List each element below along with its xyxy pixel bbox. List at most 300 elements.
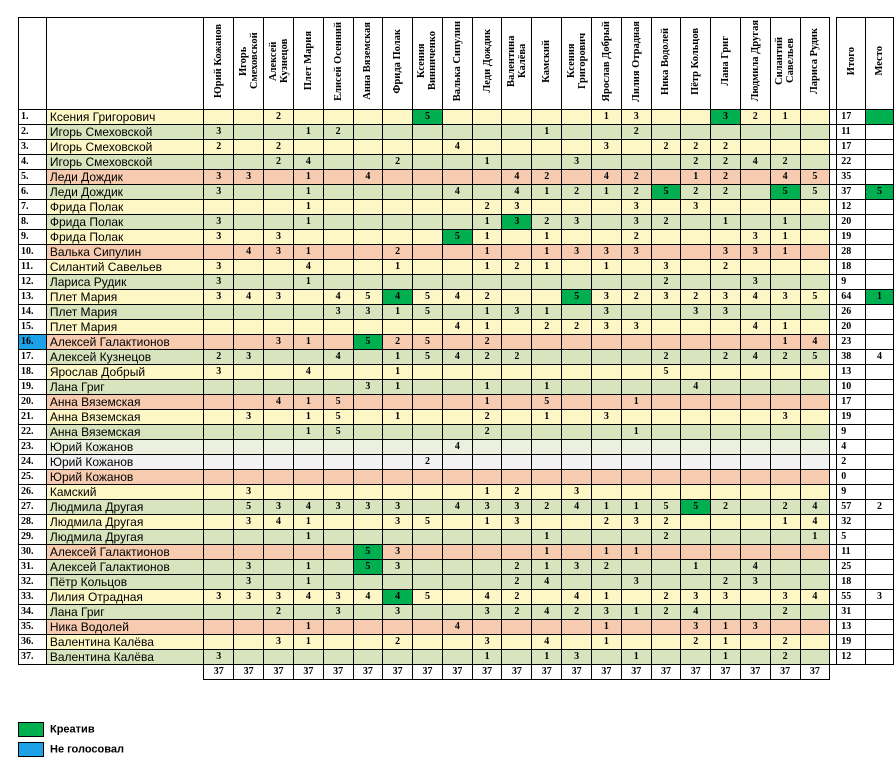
- vote-cell: 2: [592, 515, 622, 530]
- vote-cell: 3: [621, 515, 651, 530]
- vote-cell: [293, 320, 323, 335]
- table-row: [19, 470, 894, 485]
- vote-cell: 1: [621, 605, 651, 620]
- row-total: 64: [837, 290, 866, 305]
- vote-cell: 1: [770, 245, 800, 260]
- vote-cell: 1: [592, 635, 622, 650]
- vote-cell: [264, 620, 294, 635]
- vote-cell: [651, 470, 681, 485]
- vote-cell: 2: [621, 290, 651, 305]
- vote-cell: 5: [651, 185, 681, 200]
- column-header: [681, 18, 711, 110]
- vote-cell: 2: [502, 260, 532, 275]
- vote-cell: [323, 650, 353, 665]
- vote-cell: 2: [502, 590, 532, 605]
- vote-cell: [740, 500, 770, 515]
- row-place: 3: [866, 590, 894, 605]
- vote-cell: 2: [770, 500, 800, 515]
- vote-cell: [264, 425, 294, 440]
- vote-cell: 1: [621, 395, 651, 410]
- vote-cell: 4: [562, 500, 592, 515]
- vote-cell: [651, 650, 681, 665]
- vote-cell: 1: [711, 215, 741, 230]
- vote-cell: [323, 365, 353, 380]
- vote-cell: [562, 515, 592, 530]
- row-number: 6.: [19, 185, 47, 200]
- vote-cell: [413, 365, 443, 380]
- vote-cell: [800, 125, 830, 140]
- footer-count: 37: [264, 665, 294, 680]
- vote-cell: [562, 635, 592, 650]
- vote-cell: [502, 545, 532, 560]
- vote-cell: [413, 185, 443, 200]
- vote-cell: [621, 485, 651, 500]
- vote-cell: [502, 470, 532, 485]
- vote-cell: [323, 155, 353, 170]
- row-number: 15.: [19, 320, 47, 335]
- row-total: 26: [837, 305, 866, 320]
- vote-cell: [502, 455, 532, 470]
- row-place: [866, 140, 894, 155]
- vote-cell: 1: [293, 185, 323, 200]
- row-number: 24.: [19, 455, 47, 470]
- gap-cell: [830, 620, 837, 635]
- vote-cell: [800, 110, 830, 125]
- vote-cell: 5: [323, 425, 353, 440]
- vote-cell: [323, 620, 353, 635]
- vote-cell: [413, 125, 443, 140]
- row-number: 36.: [19, 635, 47, 650]
- vote-cell: 2: [621, 230, 651, 245]
- vote-cell: [293, 305, 323, 320]
- vote-cell: 4: [264, 395, 294, 410]
- vote-cell: 2: [264, 110, 294, 125]
- vote-cell: 1: [472, 395, 502, 410]
- vote-cell: [323, 485, 353, 500]
- vote-cell: 1: [293, 170, 323, 185]
- vote-cell: [532, 155, 562, 170]
- vote-cell: [740, 440, 770, 455]
- vote-cell: 3: [204, 275, 234, 290]
- vote-cell: 2: [502, 605, 532, 620]
- vote-cell: 2: [711, 155, 741, 170]
- gap-cell: [830, 140, 837, 155]
- voting-table: [18, 17, 894, 680]
- vote-cell: [651, 125, 681, 140]
- row-place: [866, 335, 894, 350]
- vote-cell: [562, 140, 592, 155]
- participant-name: Ника Водолей: [46, 620, 204, 635]
- vote-cell: [353, 575, 383, 590]
- vote-cell: 5: [800, 350, 830, 365]
- vote-cell: 2: [621, 170, 651, 185]
- vote-cell: [383, 620, 413, 635]
- vote-cell: [800, 650, 830, 665]
- vote-cell: 3: [711, 110, 741, 125]
- vote-cell: [413, 245, 443, 260]
- vote-cell: 3: [592, 305, 622, 320]
- gap-cell: [830, 155, 837, 170]
- vote-cell: 1: [532, 305, 562, 320]
- vote-cell: [413, 395, 443, 410]
- vote-cell: [770, 620, 800, 635]
- vote-cell: 4: [502, 170, 532, 185]
- row-place: [866, 455, 894, 470]
- table-row: [19, 620, 894, 635]
- vote-cell: [592, 530, 622, 545]
- gap-cell: [830, 350, 837, 365]
- vote-cell: 1: [472, 260, 502, 275]
- vote-cell: 4: [740, 350, 770, 365]
- vote-cell: [681, 215, 711, 230]
- vote-cell: 2: [711, 500, 741, 515]
- vote-cell: [711, 380, 741, 395]
- vote-cell: 4: [562, 590, 592, 605]
- vote-cell: [353, 635, 383, 650]
- row-place: 1: [866, 290, 894, 305]
- vote-cell: 2: [532, 170, 562, 185]
- vote-cell: 3: [204, 215, 234, 230]
- vote-cell: [442, 485, 472, 500]
- vote-cell: [204, 305, 234, 320]
- vote-cell: [204, 605, 234, 620]
- table-row: [19, 635, 894, 650]
- vote-cell: [442, 395, 472, 410]
- gap-cell: [830, 515, 837, 530]
- vote-cell: [651, 110, 681, 125]
- vote-cell: 3: [562, 485, 592, 500]
- vote-cell: [592, 365, 622, 380]
- row-number: 14.: [19, 305, 47, 320]
- gap-cell: [830, 395, 837, 410]
- vote-cell: 1: [532, 230, 562, 245]
- vote-cell: [621, 350, 651, 365]
- vote-cell: [264, 170, 294, 185]
- row-place: [866, 575, 894, 590]
- row-number: 34.: [19, 605, 47, 620]
- vote-cell: 5: [353, 545, 383, 560]
- vote-cell: 1: [383, 305, 413, 320]
- row-place: [866, 245, 894, 260]
- vote-cell: 3: [383, 500, 413, 515]
- vote-cell: 4: [592, 170, 622, 185]
- vote-cell: 1: [532, 380, 562, 395]
- vote-cell: [353, 110, 383, 125]
- vote-cell: [293, 350, 323, 365]
- vote-cell: 4: [293, 260, 323, 275]
- footer-count: 37: [472, 665, 502, 680]
- row-number: 9.: [19, 230, 47, 245]
- vote-cell: 2: [651, 530, 681, 545]
- vote-cell: [264, 650, 294, 665]
- vote-cell: [383, 485, 413, 500]
- participant-name: Игорь Смеховской: [46, 155, 204, 170]
- vote-cell: [323, 230, 353, 245]
- vote-cell: [442, 530, 472, 545]
- vote-cell: 4: [234, 245, 264, 260]
- vote-cell: 3: [204, 365, 234, 380]
- vote-cell: 2: [681, 155, 711, 170]
- vote-cell: 1: [472, 485, 502, 500]
- vote-cell: 2: [264, 605, 294, 620]
- vote-cell: [323, 245, 353, 260]
- vote-cell: [234, 155, 264, 170]
- footer-count: 37: [651, 665, 681, 680]
- vote-cell: 2: [413, 455, 443, 470]
- gap-cell: [830, 590, 837, 605]
- column-header: [711, 18, 741, 110]
- vote-cell: 2: [770, 155, 800, 170]
- row-number: 27.: [19, 500, 47, 515]
- vote-cell: [651, 335, 681, 350]
- vote-cell: [651, 455, 681, 470]
- vote-cell: 3: [234, 515, 264, 530]
- vote-cell: [413, 200, 443, 215]
- vote-cell: 3: [502, 215, 532, 230]
- vote-cell: [770, 560, 800, 575]
- vote-cell: 3: [740, 575, 770, 590]
- vote-cell: [204, 485, 234, 500]
- participant-name: Лана Григ: [46, 380, 204, 395]
- vote-cell: [383, 575, 413, 590]
- vote-cell: [502, 140, 532, 155]
- vote-cell: [472, 455, 502, 470]
- vote-cell: 1: [293, 275, 323, 290]
- row-number: 10.: [19, 245, 47, 260]
- vote-cell: 3: [562, 215, 592, 230]
- vote-cell: 2: [651, 350, 681, 365]
- vote-cell: [293, 440, 323, 455]
- legend-item: [18, 722, 124, 742]
- vote-cell: [800, 440, 830, 455]
- vote-cell: [353, 410, 383, 425]
- vote-cell: [323, 530, 353, 545]
- vote-cell: [204, 545, 234, 560]
- gap-cell: [830, 470, 837, 485]
- vote-cell: [651, 485, 681, 500]
- table-row: [19, 650, 894, 665]
- vote-cell: 4: [740, 560, 770, 575]
- vote-cell: [681, 440, 711, 455]
- row-total: 10: [837, 380, 866, 395]
- vote-cell: 4: [502, 185, 532, 200]
- vote-cell: [562, 545, 592, 560]
- vote-cell: 1: [383, 380, 413, 395]
- vote-cell: 2: [651, 590, 681, 605]
- vote-cell: [711, 230, 741, 245]
- vote-cell: [204, 425, 234, 440]
- vote-cell: [413, 605, 443, 620]
- vote-cell: [681, 545, 711, 560]
- table-row: [19, 320, 894, 335]
- row-place: [866, 230, 894, 245]
- vote-cell: [562, 275, 592, 290]
- vote-cell: [323, 440, 353, 455]
- vote-cell: [800, 215, 830, 230]
- vote-cell: 2: [681, 140, 711, 155]
- vote-cell: [234, 335, 264, 350]
- vote-cell: [502, 335, 532, 350]
- vote-cell: [800, 320, 830, 335]
- table-row: [19, 260, 894, 275]
- participant-name: Людмила Другая: [46, 500, 204, 515]
- participant-name: Алексей Кузнецов: [46, 350, 204, 365]
- vote-cell: 5: [800, 170, 830, 185]
- vote-cell: [383, 125, 413, 140]
- vote-cell: [234, 470, 264, 485]
- vote-cell: [293, 110, 323, 125]
- vote-cell: [442, 305, 472, 320]
- gap-cell: [830, 410, 837, 425]
- vote-cell: [681, 650, 711, 665]
- vote-cell: [770, 440, 800, 455]
- vote-cell: [264, 530, 294, 545]
- gap-cell: [830, 320, 837, 335]
- vote-cell: [621, 275, 651, 290]
- vote-cell: 1: [293, 395, 323, 410]
- vote-cell: 3: [681, 590, 711, 605]
- vote-cell: [472, 620, 502, 635]
- column-header-label: Камский: [541, 39, 553, 83]
- vote-cell: 1: [621, 545, 651, 560]
- row-place: 2: [866, 500, 894, 515]
- vote-cell: 1: [711, 650, 741, 665]
- gap-cell: [830, 545, 837, 560]
- vote-cell: 3: [472, 500, 502, 515]
- vote-cell: 4: [442, 185, 472, 200]
- gap-cell: [830, 440, 837, 455]
- vote-cell: [562, 200, 592, 215]
- participant-name: Алексей Галактионов: [46, 545, 204, 560]
- vote-cell: [353, 320, 383, 335]
- vote-cell: [204, 380, 234, 395]
- row-total: 13: [837, 365, 866, 380]
- vote-cell: [472, 545, 502, 560]
- vote-cell: [562, 455, 592, 470]
- participant-name: Камский: [46, 485, 204, 500]
- vote-cell: [264, 200, 294, 215]
- row-number: 16.: [19, 335, 47, 350]
- row-total: 9: [837, 485, 866, 500]
- vote-cell: [353, 140, 383, 155]
- vote-cell: 2: [472, 350, 502, 365]
- footer-count: 37: [383, 665, 413, 680]
- vote-cell: [532, 590, 562, 605]
- column-header: [204, 18, 234, 110]
- vote-cell: [234, 200, 264, 215]
- vote-cell: [681, 575, 711, 590]
- vote-cell: [770, 365, 800, 380]
- vote-cell: [621, 530, 651, 545]
- vote-cell: [413, 560, 443, 575]
- vote-cell: 1: [293, 125, 323, 140]
- vote-cell: 1: [293, 620, 323, 635]
- vote-cell: [740, 515, 770, 530]
- participant-name: Ярослав Добрый: [46, 365, 204, 380]
- vote-cell: 2: [383, 155, 413, 170]
- vote-cell: [264, 275, 294, 290]
- row-place: [866, 305, 894, 320]
- column-header: [651, 18, 681, 110]
- vote-cell: [442, 560, 472, 575]
- footer-count: 37: [592, 665, 622, 680]
- vote-cell: 3: [740, 230, 770, 245]
- table-row: [19, 425, 894, 440]
- column-header-label: Елисей Осенний: [332, 21, 344, 101]
- table-row: [19, 515, 894, 530]
- vote-cell: 2: [502, 560, 532, 575]
- vote-cell: [442, 335, 472, 350]
- row-total: 23: [837, 335, 866, 350]
- row-place: [866, 440, 894, 455]
- column-header-label: Ксения Григорович: [565, 32, 588, 90]
- participant-name: Юрий Кожанов: [46, 440, 204, 455]
- vote-cell: [621, 410, 651, 425]
- vote-cell: [562, 620, 592, 635]
- vote-cell: [711, 545, 741, 560]
- vote-cell: 3: [264, 635, 294, 650]
- vote-cell: 2: [621, 185, 651, 200]
- vote-cell: 2: [711, 260, 741, 275]
- participant-name: Игорь Смеховской: [46, 140, 204, 155]
- vote-cell: [592, 155, 622, 170]
- vote-cell: [234, 380, 264, 395]
- vote-cell: [472, 530, 502, 545]
- vote-cell: 3: [711, 590, 741, 605]
- vote-cell: [800, 260, 830, 275]
- vote-cell: [264, 470, 294, 485]
- vote-cell: 3: [204, 260, 234, 275]
- vote-cell: 3: [651, 260, 681, 275]
- vote-cell: [711, 125, 741, 140]
- vote-cell: 3: [323, 605, 353, 620]
- vote-cell: 3: [234, 560, 264, 575]
- row-number: 23.: [19, 440, 47, 455]
- vote-cell: [651, 410, 681, 425]
- vote-cell: [472, 560, 502, 575]
- column-header-label: Юрий Кожанов: [213, 23, 225, 99]
- vote-cell: 2: [651, 140, 681, 155]
- gap-cell: [830, 380, 837, 395]
- vote-cell: 2: [651, 215, 681, 230]
- vote-cell: [204, 395, 234, 410]
- vote-cell: 3: [234, 575, 264, 590]
- vote-cell: [800, 620, 830, 635]
- footer-count: 37: [502, 665, 532, 680]
- row-number: 33.: [19, 590, 47, 605]
- vote-cell: [532, 290, 562, 305]
- legend: [18, 722, 124, 762]
- vote-cell: 2: [651, 605, 681, 620]
- row-number: 13.: [19, 290, 47, 305]
- vote-cell: 1: [621, 425, 651, 440]
- column-header: [293, 18, 323, 110]
- vote-cell: [234, 140, 264, 155]
- vote-cell: [234, 230, 264, 245]
- vote-cell: [770, 200, 800, 215]
- column-header-label: Ярослав Добрый: [600, 20, 612, 102]
- gap-cell: [830, 230, 837, 245]
- vote-cell: 3: [711, 305, 741, 320]
- vote-cell: [353, 185, 383, 200]
- vote-cell: [800, 245, 830, 260]
- vote-cell: 3: [383, 605, 413, 620]
- vote-cell: [681, 425, 711, 440]
- vote-cell: [592, 425, 622, 440]
- legend-label: Не голосовал: [50, 743, 124, 756]
- vote-cell: 3: [204, 230, 234, 245]
- vote-cell: 2: [204, 350, 234, 365]
